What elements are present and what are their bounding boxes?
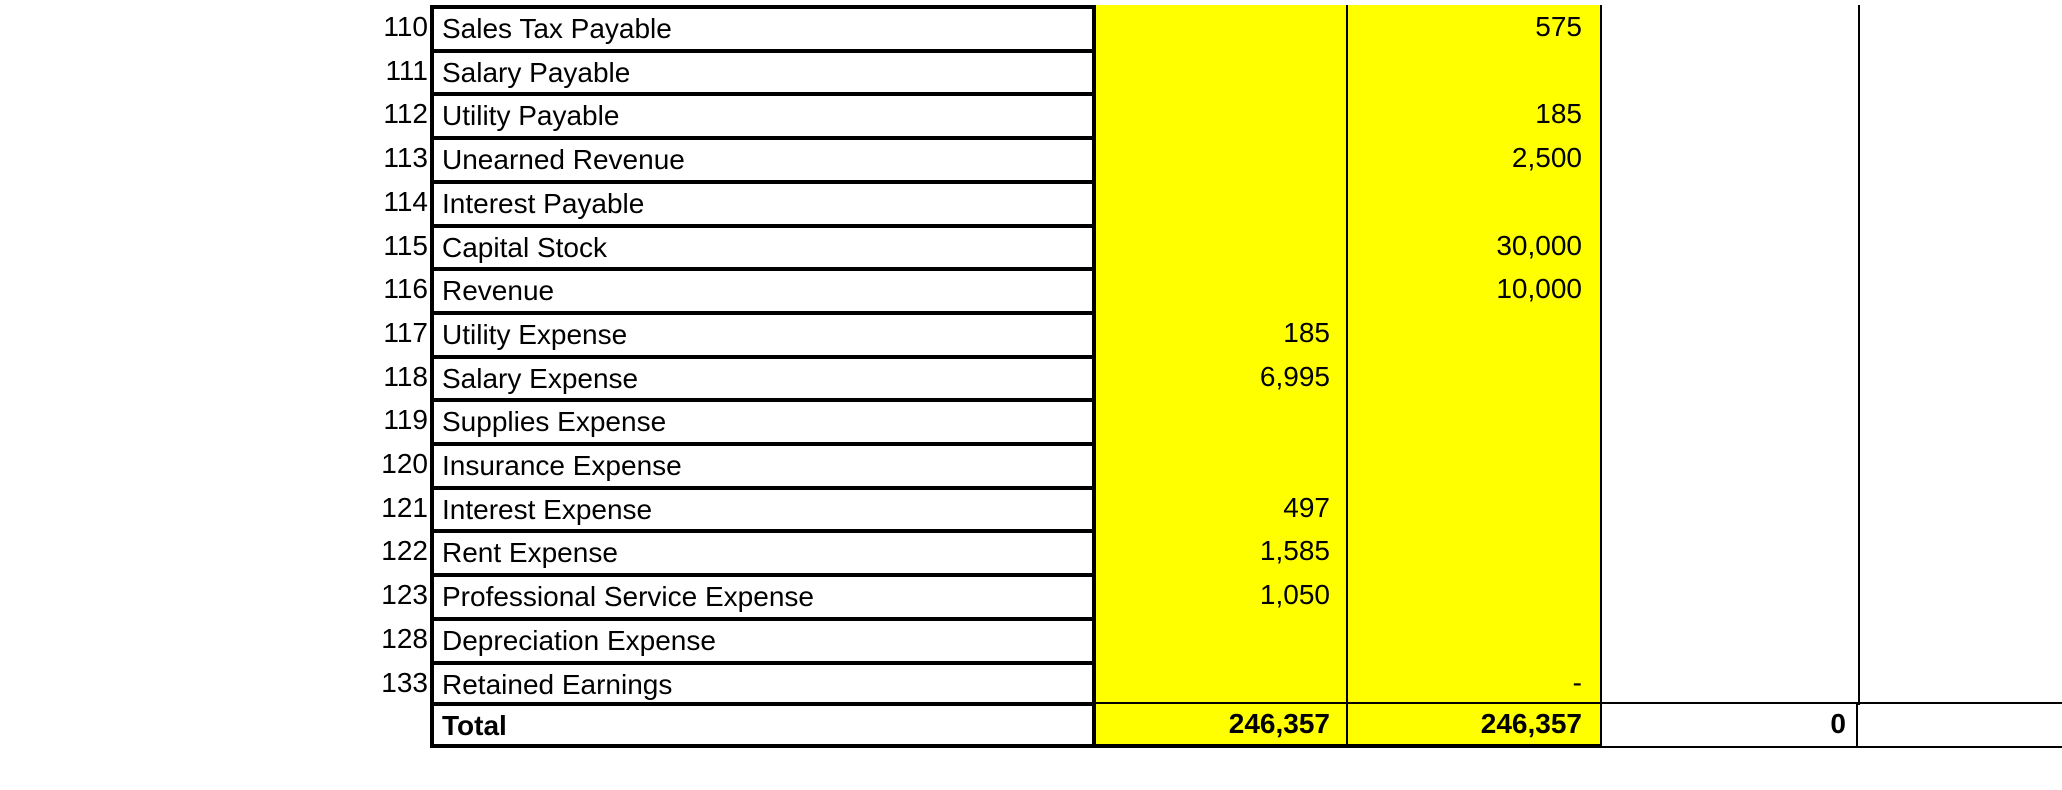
row-number[interactable]: 116 [383,273,428,305]
credit-cell[interactable]: 30,000 [1348,224,1600,268]
empty-cell[interactable] [1600,573,1858,617]
total-debit[interactable]: 246,357 [1096,702,1348,748]
empty-cell[interactable] [1858,661,2062,705]
account-name[interactable]: Salary Expense [430,355,1096,399]
empty-cell[interactable] [1858,442,2062,486]
empty-cell[interactable] [1600,180,1858,224]
empty-cell[interactable] [1858,180,2062,224]
row-number[interactable]: 123 [381,579,428,611]
debit-cell[interactable] [1096,398,1348,442]
credit-cell[interactable] [1348,573,1600,617]
credit-cell[interactable]: 185 [1348,92,1600,136]
row-number[interactable]: 118 [383,360,428,392]
empty-cell[interactable] [1858,529,2062,573]
debit-cell[interactable] [1096,136,1348,180]
row-number[interactable]: 111 [385,54,428,86]
empty-cell[interactable] [1600,398,1858,442]
debit-cell[interactable] [1096,617,1348,661]
empty-cell[interactable] [1858,5,2062,49]
debit-cell[interactable]: 497 [1096,486,1348,530]
row-number[interactable]: 114 [383,185,428,217]
empty-cell[interactable] [1600,355,1858,399]
empty-cell[interactable] [1600,267,1858,311]
account-name[interactable]: Depreciation Expense [430,617,1096,661]
row-number[interactable]: 113 [383,142,428,174]
credit-cell[interactable]: - [1348,661,1600,705]
row-number[interactable]: 121 [381,491,428,523]
empty-cell[interactable] [1858,136,2062,180]
empty-cell[interactable] [1858,486,2062,530]
empty-cell[interactable] [1858,702,2062,748]
empty-cell[interactable] [1858,398,2062,442]
total-label[interactable]: Total [430,702,1096,748]
empty-cell[interactable] [1858,617,2062,661]
row-number[interactable]: 120 [381,448,428,479]
credit-cell[interactable] [1348,398,1600,442]
account-name[interactable]: Interest Expense [430,486,1096,530]
empty-cell[interactable] [1858,355,2062,399]
credit-cell[interactable]: 10,000 [1348,267,1600,311]
account-name[interactable]: Insurance Expense [430,442,1096,486]
empty-cell[interactable] [1858,49,2062,93]
account-name[interactable]: Supplies Expense [430,398,1096,442]
debit-cell[interactable] [1096,442,1348,486]
empty-cell[interactable] [1858,267,2062,311]
debit-cell[interactable] [1096,49,1348,93]
account-name[interactable]: Revenue [430,267,1096,311]
debit-cell[interactable]: 1,585 [1096,529,1348,573]
empty-cell[interactable] [1600,136,1858,180]
empty-cell[interactable] [1600,442,1858,486]
empty-cell[interactable] [1858,311,2062,355]
empty-cell[interactable] [1600,617,1858,661]
row-number[interactable]: 133 [381,666,428,698]
credit-cell[interactable] [1348,617,1600,661]
credit-cell[interactable] [1348,311,1600,355]
debit-cell[interactable] [1096,92,1348,136]
row-number[interactable]: 128 [381,622,428,654]
empty-cell[interactable] [1600,661,1858,705]
debit-cell[interactable]: 185 [1096,311,1348,355]
empty-cell[interactable] [1600,49,1858,93]
empty-cell[interactable] [1858,92,2062,136]
empty-cell[interactable] [1600,311,1858,355]
debit-cell[interactable] [1096,267,1348,311]
account-name[interactable]: Sales Tax Payable [430,5,1096,49]
debit-cell[interactable]: 1,050 [1096,573,1348,617]
total-credit[interactable]: 246,357 [1348,702,1600,748]
credit-cell[interactable] [1348,529,1600,573]
credit-cell[interactable] [1348,486,1600,530]
row-number[interactable]: 110 [383,11,428,42]
account-name[interactable]: Unearned Revenue [430,136,1096,180]
account-name[interactable]: Utility Payable [430,92,1096,136]
account-name[interactable]: Capital Stock [430,224,1096,268]
empty-cell[interactable] [1858,573,2062,617]
empty-cell[interactable] [1858,224,2062,268]
row-number[interactable]: 119 [383,404,428,436]
empty-cell[interactable] [1600,529,1858,573]
empty-cell[interactable] [1600,486,1858,530]
credit-cell[interactable] [1348,180,1600,224]
credit-cell[interactable] [1348,442,1600,486]
debit-cell[interactable] [1096,224,1348,268]
account-name[interactable]: Professional Service Expense [430,573,1096,617]
account-name[interactable]: Rent Expense [430,529,1096,573]
empty-cell[interactable] [1600,92,1858,136]
debit-cell[interactable]: 6,995 [1096,355,1348,399]
row-number[interactable]: 115 [383,229,428,261]
credit-cell[interactable] [1348,49,1600,93]
row-number[interactable]: 112 [383,98,428,130]
account-name[interactable]: Salary Payable [430,49,1096,93]
debit-cell[interactable] [1096,180,1348,224]
debit-cell[interactable] [1096,5,1348,49]
total-difference[interactable]: 0 [1600,702,1858,748]
row-number[interactable]: 117 [383,316,428,348]
empty-cell[interactable] [1600,224,1858,268]
credit-cell[interactable] [1348,355,1600,399]
credit-cell[interactable]: 575 [1348,5,1600,49]
account-name[interactable]: Interest Payable [430,180,1096,224]
debit-cell[interactable] [1096,661,1348,705]
account-name[interactable]: Utility Expense [430,311,1096,355]
empty-cell[interactable] [1600,5,1858,49]
account-name[interactable]: Retained Earnings [430,661,1096,705]
credit-cell[interactable]: 2,500 [1348,136,1600,180]
row-number[interactable]: 122 [381,535,428,567]
